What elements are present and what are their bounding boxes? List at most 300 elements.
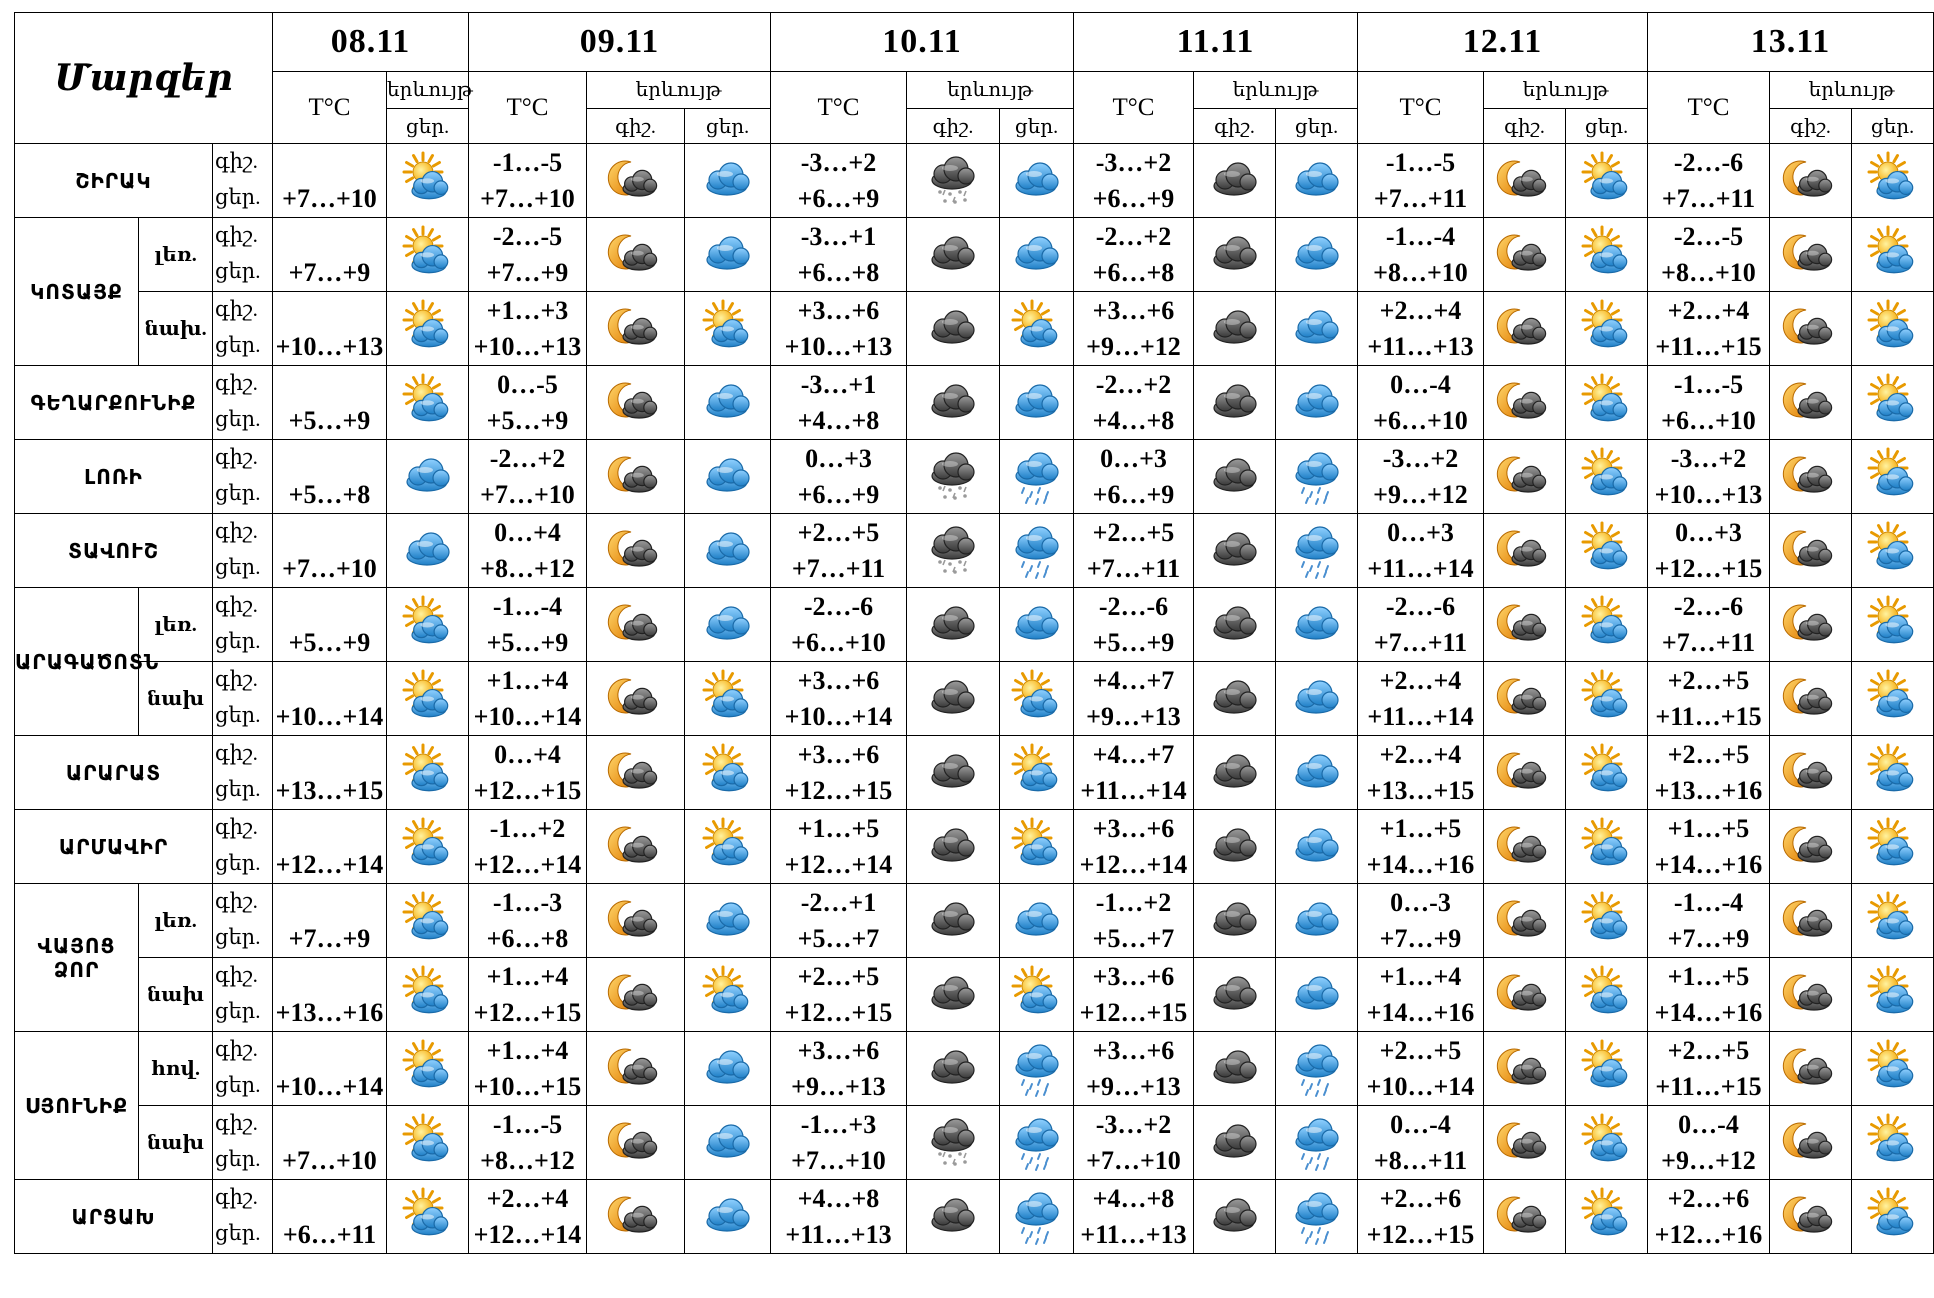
day-temp: +11…+15 [1655, 701, 1762, 731]
temp-header: T°C [1074, 72, 1194, 144]
night-temp: +2…+4 [1379, 295, 1462, 325]
temp-cell [469, 1032, 587, 1106]
weather-cloud-dark-icon [1194, 884, 1276, 958]
region-name: ԿՈՏԱՅՔ [15, 218, 139, 366]
temp-cell [273, 958, 387, 1032]
weather-cloud-blue-icon [1276, 958, 1358, 1032]
night-temp [273, 663, 386, 699]
weather-sun-cloud-icon [1852, 1180, 1934, 1254]
weather-sun-cloud-icon [1566, 1032, 1648, 1106]
night-subheader: գիշ. [1194, 109, 1276, 144]
temp-cell [469, 144, 587, 218]
phenomenon-header: երևույթ [907, 72, 1074, 109]
weather-sun-cloud-icon [685, 292, 771, 366]
night-label: գիշ. [215, 814, 258, 839]
region-row [15, 144, 1934, 218]
night-temp: -3…+1 [800, 369, 877, 399]
temp-cell [1074, 884, 1194, 958]
date-header: 11.11 [1074, 13, 1358, 72]
date-header: 09.11 [469, 13, 771, 72]
period-labels [213, 1106, 273, 1180]
weather-sun-cloud-icon [1000, 810, 1074, 884]
weather-moon-cloud-icon [1770, 144, 1852, 218]
region-row [15, 366, 1934, 440]
night-temp: +4…+7 [1092, 665, 1175, 695]
temp-cell [469, 218, 587, 292]
day-subheader: ցեր. [1852, 109, 1934, 144]
night-temp: 0…-4 [1390, 369, 1451, 399]
weather-cloud-dark-icon [907, 662, 1000, 736]
weather-sun-cloud-icon [1852, 958, 1934, 1032]
forecast-table-wrapper [14, 12, 1934, 1254]
night-temp: -2…+2 [489, 443, 566, 473]
weather-sun-cloud-icon [1566, 810, 1648, 884]
weather-sun-cloud-icon [1852, 144, 1934, 218]
weather-cloud-blue-icon [1276, 292, 1358, 366]
weather-cloud-dark-icon [907, 884, 1000, 958]
day-temp: +7…+11 [1373, 183, 1468, 213]
day-temp: +11…+13 [785, 1219, 892, 1249]
weather-moon-cloud-icon [1770, 884, 1852, 958]
temp-cell [469, 884, 587, 958]
day-temp: +7…+11 [1661, 183, 1756, 213]
weather-sleet-icon [907, 440, 1000, 514]
night-temp: -2…-5 [1673, 221, 1744, 251]
weather-sun-cloud-icon [1852, 514, 1934, 588]
weather-cloud-dark-icon [1194, 440, 1276, 514]
weather-cloud-dark-icon [907, 366, 1000, 440]
weather-cloud-blue-icon [685, 144, 771, 218]
temp-cell [273, 884, 387, 958]
night-label: գիշ. [215, 1184, 258, 1209]
night-temp: +1…+4 [486, 1035, 569, 1065]
day-temp: +5…+9 [486, 405, 569, 435]
temp-cell [273, 292, 387, 366]
night-label: գիշ. [215, 518, 258, 543]
weather-sun-cloud-icon [1852, 662, 1934, 736]
night-subheader: գիշ. [1484, 109, 1566, 144]
night-temp: -2…+2 [1095, 369, 1172, 399]
night-temp [273, 145, 386, 181]
day-temp: +11…+14 [1367, 553, 1474, 583]
day-temp: +7…+11 [1086, 553, 1181, 583]
weather-cloud-dark-icon [1194, 366, 1276, 440]
night-temp: 0…+3 [805, 443, 872, 473]
day-subheader: ցեր. [1000, 109, 1074, 144]
night-temp: +3…+6 [797, 295, 880, 325]
day-temp: +13…+16 [1654, 775, 1763, 805]
weather-moon-cloud-icon [1484, 1032, 1566, 1106]
day-temp: +13…+16 [275, 997, 384, 1027]
night-temp [273, 1033, 386, 1069]
weather-sun-cloud-icon [1566, 662, 1648, 736]
weather-cloud-blue-icon [685, 1106, 771, 1180]
weather-moon-cloud-icon [1484, 810, 1566, 884]
temp-cell [273, 810, 387, 884]
temp-cell [1358, 810, 1484, 884]
day-temp: +12…+15 [473, 775, 582, 805]
day-temp: +7…+9 [486, 257, 569, 287]
subregion-label: նախ. [139, 292, 213, 366]
night-label: գիշ. [215, 296, 258, 321]
night-temp: +2…+5 [1667, 1035, 1750, 1065]
day-temp: +10…+13 [1654, 479, 1763, 509]
weather-sun-cloud-icon [685, 662, 771, 736]
night-temp: +3…+6 [1092, 961, 1175, 991]
weather-cloud-dark-icon [907, 218, 1000, 292]
weather-moon-cloud-icon [1770, 1180, 1852, 1254]
day-temp: +9…+13 [1086, 701, 1181, 731]
temp-cell [469, 588, 587, 662]
temp-cell [771, 588, 907, 662]
weather-cloud-dark-icon [907, 1032, 1000, 1106]
region-row [15, 736, 1934, 810]
temp-cell [771, 218, 907, 292]
temp-cell [771, 1032, 907, 1106]
night-temp: -3…+1 [800, 221, 877, 251]
temp-cell [469, 292, 587, 366]
day-temp: +12…+14 [473, 1219, 582, 1249]
night-temp: -1…-4 [1673, 887, 1744, 917]
period-labels [213, 292, 273, 366]
day-temp: +5…+9 [288, 405, 371, 435]
period-labels [213, 1032, 273, 1106]
weather-moon-cloud-icon [587, 218, 685, 292]
weather-cloud-blue-icon [685, 366, 771, 440]
day-temp: +9…+13 [791, 1071, 886, 1101]
temp-cell [771, 1106, 907, 1180]
temp-cell [771, 440, 907, 514]
night-temp: +2…+4 [486, 1183, 569, 1213]
temp-cell [469, 662, 587, 736]
night-temp: -1…-5 [1385, 147, 1456, 177]
weather-cloud-blue-icon [1276, 588, 1358, 662]
temp-cell [1358, 958, 1484, 1032]
weather-sun-cloud-icon [1000, 662, 1074, 736]
region-row [15, 440, 1934, 514]
night-label: գիշ. [215, 1110, 258, 1135]
temp-cell [1358, 514, 1484, 588]
day-temp: +12…+15 [1366, 1219, 1475, 1249]
weather-cloud-dark-icon [907, 588, 1000, 662]
weather-sun-cloud-icon [1000, 958, 1074, 1032]
region-name: ՎԱՅՈՑ ՁՈՐ [15, 884, 139, 1032]
day-temp: +6…+9 [797, 183, 880, 213]
weather-cloud-blue-icon [1276, 884, 1358, 958]
night-temp: 0…+3 [1675, 517, 1742, 547]
region-name: ՇԻՐԱԿ [15, 144, 213, 218]
weather-rain-icon [1000, 1180, 1074, 1254]
weather-cloud-dark-icon [1194, 1032, 1276, 1106]
weather-sun-cloud-icon [387, 662, 469, 736]
day-temp: +6…+10 [1373, 405, 1468, 435]
weather-moon-cloud-icon [1770, 1106, 1852, 1180]
day-temp: +7…+9 [288, 257, 371, 287]
weather-sun-cloud-icon [387, 958, 469, 1032]
subregion-label: լեռ. [139, 884, 213, 958]
period-labels [213, 218, 273, 292]
period-labels [213, 958, 273, 1032]
weather-moon-cloud-icon [1484, 588, 1566, 662]
weather-rain-icon [1276, 514, 1358, 588]
temp-cell [1648, 514, 1770, 588]
phenomenon-header: երևույթ [1484, 72, 1648, 109]
night-temp: +2…+6 [1667, 1183, 1750, 1213]
region-name: ԱՐԱԳԱԾՈՏՆ [15, 588, 139, 736]
temp-cell [1074, 662, 1194, 736]
temp-cell [1358, 218, 1484, 292]
night-temp: +3…+6 [1092, 295, 1175, 325]
night-temp: +3…+6 [797, 739, 880, 769]
period-labels [213, 1180, 273, 1254]
temp-cell [771, 958, 907, 1032]
weather-cloud-dark-icon [1194, 736, 1276, 810]
night-temp: -3…+2 [1382, 443, 1459, 473]
night-temp [273, 737, 386, 773]
temp-cell [771, 144, 907, 218]
weather-moon-cloud-icon [1484, 218, 1566, 292]
day-temp: +7…+11 [1661, 627, 1756, 657]
temp-header: T°C [273, 72, 387, 144]
temp-cell [273, 366, 387, 440]
weather-cloud-dark-icon [1194, 144, 1276, 218]
night-temp: 0…-5 [497, 369, 558, 399]
weather-cloud-dark-icon [1194, 292, 1276, 366]
region-row [15, 810, 1934, 884]
temp-cell [1358, 1180, 1484, 1254]
day-temp: +14…+16 [1366, 849, 1475, 879]
region-name: ՍՅՈՒՆԻՔ [15, 1032, 139, 1180]
weather-moon-cloud-icon [1770, 218, 1852, 292]
day-temp: +6…+10 [1661, 405, 1756, 435]
night-temp [273, 811, 386, 847]
region-row [15, 218, 1934, 292]
region-name: ԳԵՂԱՐՔՈՒՆԻՔ [15, 366, 213, 440]
period-labels [213, 440, 273, 514]
weather-moon-cloud-icon [1484, 958, 1566, 1032]
regions-header: Մարզեր [15, 13, 273, 144]
temp-cell [771, 662, 907, 736]
period-labels [213, 588, 273, 662]
weather-moon-cloud-icon [1484, 292, 1566, 366]
night-temp [273, 1107, 386, 1143]
day-label: ցեր. [215, 998, 261, 1023]
night-temp [273, 515, 386, 551]
weather-moon-cloud-icon [1770, 810, 1852, 884]
temp-cell [469, 1106, 587, 1180]
night-temp: 0…-4 [1678, 1109, 1739, 1139]
temp-cell [273, 588, 387, 662]
temp-cell [469, 810, 587, 884]
day-temp: +8…+11 [1373, 1145, 1468, 1175]
weather-rain-icon [1276, 1106, 1358, 1180]
day-temp: +11…+14 [1367, 701, 1474, 731]
weather-sun-cloud-icon [685, 736, 771, 810]
weather-cloud-blue-icon [1000, 366, 1074, 440]
night-temp: -1…-3 [492, 887, 563, 917]
temp-cell [1648, 1032, 1770, 1106]
day-temp: +6…+9 [1092, 479, 1175, 509]
weather-sun-cloud-icon [387, 1106, 469, 1180]
weather-moon-cloud-icon [1770, 958, 1852, 1032]
day-temp: +6…+8 [797, 257, 880, 287]
night-temp: 0…+3 [1100, 443, 1167, 473]
night-temp [273, 589, 386, 625]
period-labels [213, 366, 273, 440]
day-label: ցեր. [215, 480, 261, 505]
weather-sun-cloud-icon [387, 588, 469, 662]
night-temp: 0…+4 [494, 739, 561, 769]
weather-sun-cloud-icon [1000, 292, 1074, 366]
weather-cloud-blue-icon [387, 440, 469, 514]
weather-cloud-dark-icon [907, 736, 1000, 810]
temp-header: T°C [469, 72, 587, 144]
weather-moon-cloud-icon [1770, 662, 1852, 736]
weather-moon-cloud-icon [587, 810, 685, 884]
temp-cell [771, 884, 907, 958]
weather-sleet-icon [907, 1106, 1000, 1180]
subregion-label: լեռ. [139, 218, 213, 292]
day-temp: +7…+10 [1086, 1145, 1181, 1175]
day-temp: +12…+15 [1654, 553, 1763, 583]
day-temp: +10…+13 [784, 331, 893, 361]
weather-sun-cloud-icon [387, 884, 469, 958]
temp-cell [1074, 810, 1194, 884]
weather-rain-icon [1276, 1032, 1358, 1106]
day-temp: +14…+16 [1654, 997, 1763, 1027]
night-subheader: գիշ. [587, 109, 685, 144]
night-temp: +1…+3 [486, 295, 569, 325]
subregion-label: նախ [139, 662, 213, 736]
day-subheader: ցեր. [1566, 109, 1648, 144]
day-temp: +12…+14 [1079, 849, 1188, 879]
temp-cell [1648, 366, 1770, 440]
night-temp: +2…+5 [1379, 1035, 1462, 1065]
period-labels [213, 884, 273, 958]
day-temp: +8…+10 [1373, 257, 1468, 287]
temp-cell [1358, 884, 1484, 958]
weather-moon-cloud-icon [1484, 1106, 1566, 1180]
weather-moon-cloud-icon [1484, 440, 1566, 514]
weather-moon-cloud-icon [587, 292, 685, 366]
weather-cloud-dark-icon [907, 292, 1000, 366]
night-temp: +2…+4 [1667, 295, 1750, 325]
weather-cloud-blue-icon [685, 588, 771, 662]
subregion-label: նախ [139, 958, 213, 1032]
weather-sun-cloud-icon [1852, 292, 1934, 366]
weather-sun-cloud-icon [1852, 884, 1934, 958]
region-row [15, 1032, 1934, 1106]
day-temp: +11…+13 [1367, 331, 1474, 361]
weather-moon-cloud-icon [587, 884, 685, 958]
day-temp: +11…+14 [1080, 775, 1187, 805]
temp-cell [1648, 218, 1770, 292]
phenomenon-header: երևույթ [1770, 72, 1934, 109]
weather-cloud-blue-icon [685, 1032, 771, 1106]
day-temp: +12…+15 [784, 997, 893, 1027]
temp-cell [1074, 144, 1194, 218]
weather-sun-cloud-icon [1566, 514, 1648, 588]
day-temp: +8…+12 [480, 553, 575, 583]
day-label: ցեր. [215, 258, 261, 283]
weather-moon-cloud-icon [1484, 662, 1566, 736]
temp-cell [1648, 1180, 1770, 1254]
night-label: գիշ. [215, 740, 258, 765]
weather-sun-cloud-icon [1566, 292, 1648, 366]
weather-sun-cloud-icon [1852, 1032, 1934, 1106]
weather-rain-icon [1000, 440, 1074, 514]
weather-cloud-dark-icon [1194, 1106, 1276, 1180]
day-temp: +12…+16 [1654, 1219, 1763, 1249]
day-label: ցեր. [215, 850, 261, 875]
night-label: գիշ. [215, 962, 258, 987]
temp-cell [1074, 218, 1194, 292]
weather-moon-cloud-icon [587, 144, 685, 218]
day-label: ցեր. [215, 702, 261, 727]
day-temp: +6…+9 [1092, 183, 1175, 213]
weather-sun-cloud-icon [387, 292, 469, 366]
region-row [15, 662, 1934, 736]
day-temp: +14…+16 [1366, 997, 1475, 1027]
day-temp: +5…+9 [1092, 627, 1175, 657]
weather-cloud-dark-icon [1194, 218, 1276, 292]
region-name: ԱՐՑԱԽ [15, 1180, 213, 1254]
weather-cloud-blue-icon [1000, 144, 1074, 218]
day-temp: +11…+15 [1655, 1071, 1762, 1101]
day-temp: +13…+15 [1366, 775, 1475, 805]
period-labels [213, 736, 273, 810]
temp-cell [469, 958, 587, 1032]
weather-cloud-blue-icon [1276, 218, 1358, 292]
temp-cell [1648, 958, 1770, 1032]
weather-sun-cloud-icon [1566, 144, 1648, 218]
night-temp: 0…+4 [494, 517, 561, 547]
night-temp: +1…+4 [486, 665, 569, 695]
weather-sun-cloud-icon [685, 958, 771, 1032]
weather-sun-cloud-icon [1566, 736, 1648, 810]
weather-cloud-dark-icon [907, 958, 1000, 1032]
weather-rain-icon [1276, 1180, 1358, 1254]
weather-moon-cloud-icon [1484, 736, 1566, 810]
night-label: գիշ. [215, 666, 258, 691]
day-temp: +7…+10 [480, 183, 575, 213]
weather-sun-cloud-icon [1852, 588, 1934, 662]
weather-cloud-dark-icon [1194, 958, 1276, 1032]
temp-cell [1648, 144, 1770, 218]
night-temp: -2…-6 [1098, 591, 1169, 621]
weather-sun-cloud-icon [1000, 736, 1074, 810]
night-temp: -1…+2 [489, 813, 566, 843]
night-temp [273, 367, 386, 403]
weather-cloud-dark-icon [1194, 1180, 1276, 1254]
temp-cell [273, 514, 387, 588]
night-temp: 0…-3 [1390, 887, 1451, 917]
day-temp: +6…+11 [282, 1219, 377, 1249]
night-temp [273, 441, 386, 477]
temp-cell [1358, 1106, 1484, 1180]
weather-cloud-blue-icon [1276, 736, 1358, 810]
weather-moon-cloud-icon [1770, 1032, 1852, 1106]
weather-rain-icon [1000, 1032, 1074, 1106]
weather-cloud-blue-icon [685, 1180, 771, 1254]
weather-cloud-blue-icon [685, 884, 771, 958]
day-temp: +7…+10 [791, 1145, 886, 1175]
night-temp: +1…+4 [486, 961, 569, 991]
weather-cloud-dark-icon [1194, 810, 1276, 884]
night-temp [273, 885, 386, 921]
weather-cloud-blue-icon [1276, 366, 1358, 440]
day-temp: +10…+14 [473, 701, 582, 731]
